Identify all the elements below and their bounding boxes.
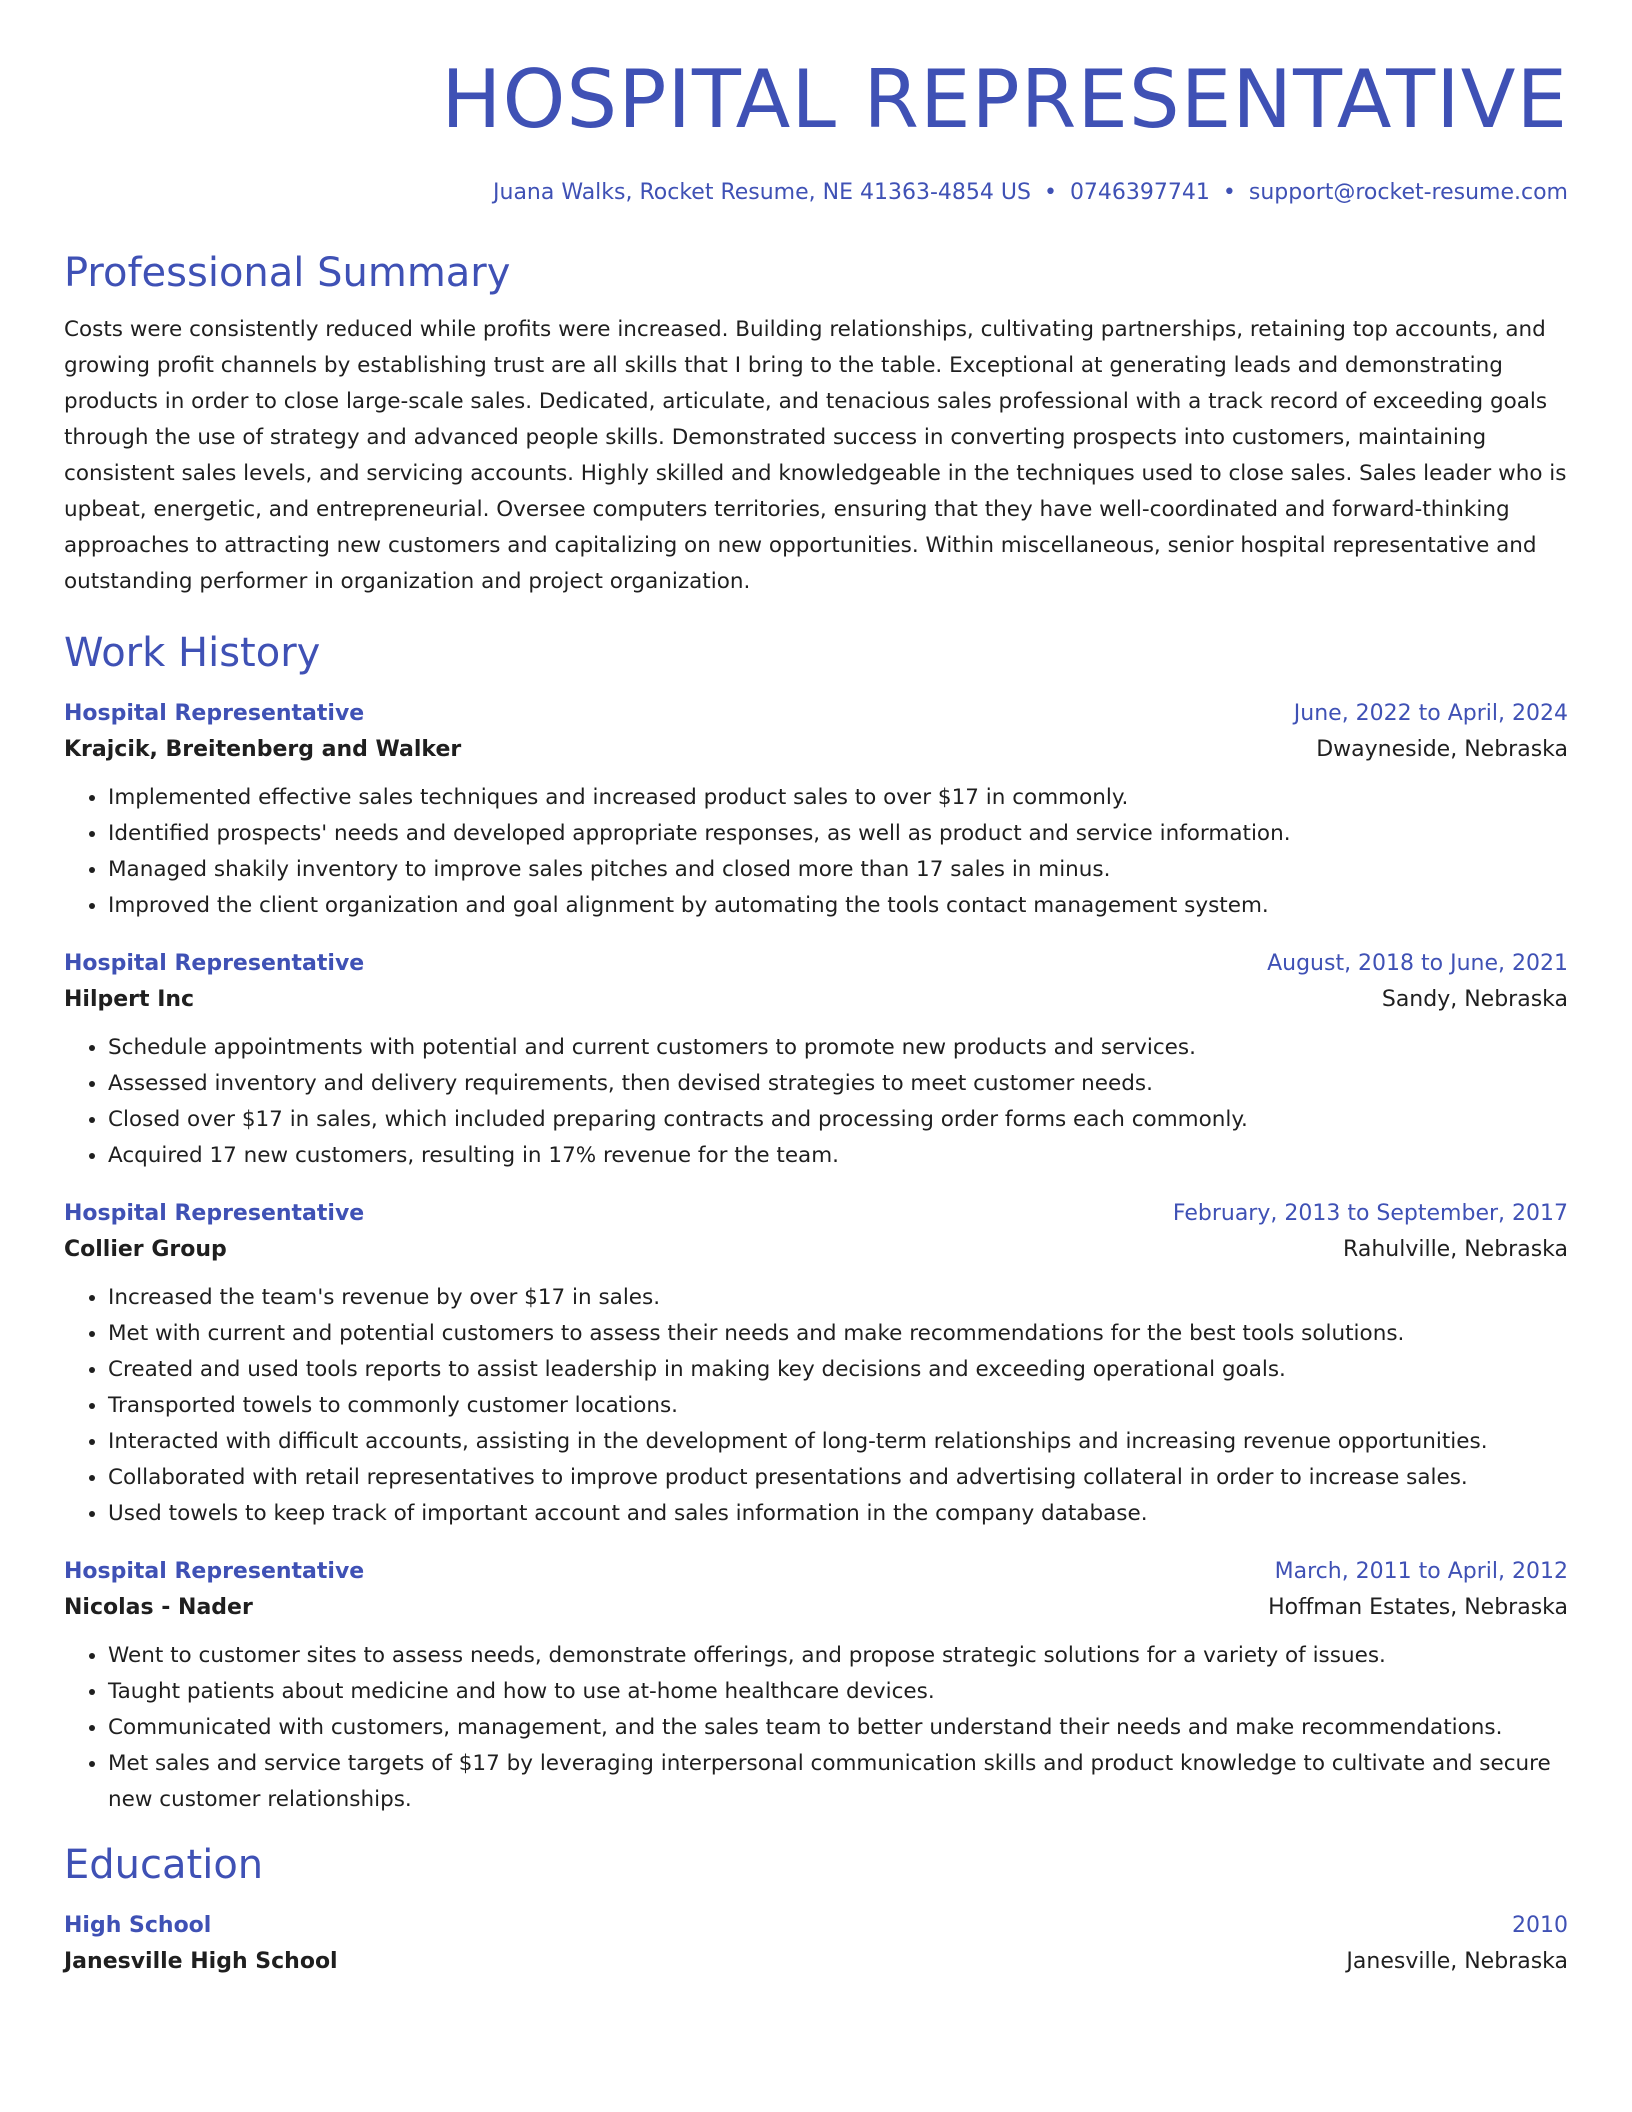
job-dates: February, 2013 to September, 2017 xyxy=(1172,1201,1568,1226)
job-dates: March, 2011 to April, 2012 xyxy=(1274,1559,1568,1584)
work-history-heading: Work History xyxy=(64,630,321,676)
contact-separator: • xyxy=(1043,180,1057,205)
education-school: Janesville High School xyxy=(64,1949,338,1974)
education-entry xyxy=(64,1908,1568,1980)
education-degree: High School xyxy=(64,1913,212,1938)
job-bullet: • Collaborated with retail representatives to improve product presentations and advertising collateral in order to increase sales. xyxy=(108,1460,1568,1496)
job-company-row xyxy=(64,982,1568,1018)
job-dates: June, 2022 to April, 2024 xyxy=(1293,701,1568,726)
job-bullet: • Managed shakily inventory to improve sales pitches and closed more than 17 sales in minus. xyxy=(108,852,1568,888)
job-location: Rahulville, Nebraska xyxy=(1343,1237,1568,1262)
job-title-row xyxy=(64,1196,1568,1232)
job-bullet: • Implemented effective sales techniques and increased product sales to over $17 in commonly. xyxy=(108,780,1568,816)
job-title-row xyxy=(64,1554,1568,1590)
job-bullet: • Met sales and service targets of $17 by leveraging interpersonal communication skills and product knowledge to cultivate and secure new customer relationships. xyxy=(108,1746,1568,1818)
job-title: Hospital Representative xyxy=(64,701,365,726)
job-title: Hospital Representative xyxy=(64,1201,365,1226)
job-title: Hospital Representative xyxy=(64,951,365,976)
job-entry xyxy=(64,946,1568,1174)
job-company-row xyxy=(64,732,1568,768)
job-bullet: • Increased the team's revenue by over $17 in sales. xyxy=(108,1280,1568,1316)
summary-heading: Professional Summary xyxy=(64,250,511,296)
job-bullet: • Acquired 17 new customers, resulting in 17% revenue for the team. xyxy=(108,1138,1568,1174)
job-bullets xyxy=(64,780,1568,924)
job-title-row xyxy=(64,696,1568,732)
job-location: Sandy, Nebraska xyxy=(1381,987,1568,1012)
education-school-row xyxy=(64,1944,1568,1980)
job-bullet: • Went to customer sites to assess needs, demonstrate offerings, and propose strategic solutions for a variety of issues. xyxy=(108,1638,1568,1674)
contact-line xyxy=(64,178,1568,208)
job-bullet: • Communicated with customers, management, and the sales team to better understand their needs and make recommendations. xyxy=(108,1710,1568,1746)
job-entry xyxy=(64,1554,1568,1818)
job-bullet: • Transported towels to commonly customer locations. xyxy=(108,1388,1568,1424)
education-location: Janesville, Nebraska xyxy=(1346,1949,1568,1974)
job-bullet: • Taught patients about medicine and how to use at-home healthcare devices. xyxy=(108,1674,1568,1710)
work-history-section xyxy=(64,628,1568,1818)
education-heading: Education xyxy=(64,1842,264,1888)
contact-separator: • xyxy=(1222,180,1236,205)
job-bullet: • Closed over $17 in sales, which included preparing contracts and processing order forms each commonly. xyxy=(108,1102,1568,1138)
job-bullet: • Improved the client organization and goal alignment by automating the tools contact management system. xyxy=(108,888,1568,924)
job-title-row xyxy=(64,946,1568,982)
job-bullet: • Used towels to keep track of important account and sales information in the company database. xyxy=(108,1496,1568,1532)
job-dates: August, 2018 to June, 2021 xyxy=(1267,951,1568,976)
job-bullet: • Met with current and potential customers to assess their needs and make recommendations for the best tools solutions. xyxy=(108,1316,1568,1352)
job-bullet: • Interacted with difficult accounts, assisting in the development of long-term relationships and increasing revenue opportunities. xyxy=(108,1424,1568,1460)
contact-email: support@rocket-resume.com xyxy=(1248,180,1568,205)
summary-section xyxy=(64,248,1568,600)
contact-address: Juana Walks, Rocket Resume, NE 41363-4854 US xyxy=(493,180,1031,205)
job-location: Hoffman Estates, Nebraska xyxy=(1268,1595,1568,1620)
contact-phone: 0746397741 xyxy=(1069,180,1210,205)
job-entry xyxy=(64,1196,1568,1532)
education-year: 2010 xyxy=(1512,1913,1568,1938)
resume-title: HOSPITAL REPRESENTATIVE xyxy=(441,53,1568,146)
job-company: Collier Group xyxy=(64,1237,227,1262)
job-bullet: • Schedule appointments with potential and current customers to promote new products and services. xyxy=(108,1030,1568,1066)
job-company: Krajcik, Breitenberg and Walker xyxy=(64,737,462,762)
job-bullet: • Identified prospects' needs and developed appropriate responses, as well as product and service information. xyxy=(108,816,1568,852)
job-bullet: • Assessed inventory and delivery requirements, then devised strategies to meet customer needs. xyxy=(108,1066,1568,1102)
resume-header xyxy=(64,50,1568,208)
job-bullets xyxy=(64,1638,1568,1818)
job-entry xyxy=(64,696,1568,924)
education-section xyxy=(64,1840,1568,1980)
job-location: Dwayneside, Nebraska xyxy=(1316,737,1568,762)
job-company-row xyxy=(64,1590,1568,1626)
summary-text: Costs were consistently reduced while profits were increased. Building relationships, cultivating partnerships, retaining top accounts, and growing profit channels by establishing trust are all skills that I bring to the table. Exceptional at generating leads and demonstrating products in order to close large-scale sales. Dedicated, articulate, and tenacious sales professional with a track record of exceeding goals through the use of strategy and advanced people skills. Demonstrated success in converting prospects into customers, maintaining consistent sales levels, and servicing accounts. Highly skilled and knowledgeable in the techniques used to close sales. Sales leader who is upbeat, energetic, and entrepreneurial. Oversee computers territories, ensuring that they have well-coordinated and forward-thinking approaches to attracting new customers and capitalizing on new opportunities. Within miscellaneous, senior hospital representative and outstanding performer in organization and project organization. xyxy=(64,317,1567,594)
job-company: Nicolas - Nader xyxy=(64,1595,253,1620)
job-company-row xyxy=(64,1232,1568,1268)
job-bullets xyxy=(64,1030,1568,1174)
education-degree-row xyxy=(64,1908,1568,1944)
job-bullets xyxy=(64,1280,1568,1532)
job-company: Hilpert Inc xyxy=(64,987,195,1012)
job-bullet: • Created and used tools reports to assist leadership in making key decisions and exceeding operational goals. xyxy=(108,1352,1568,1388)
job-title: Hospital Representative xyxy=(64,1559,365,1584)
